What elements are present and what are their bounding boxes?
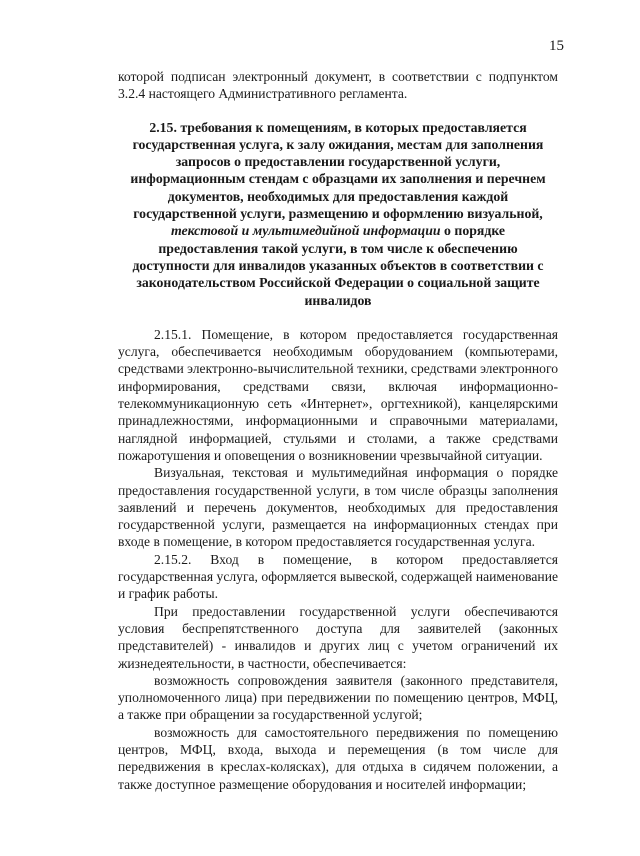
- body-paragraph: возможность для самостоятельного передвижения по помещению центров, МФЦ, входа, выхода и перемещения (в том числе для передвижения в креслах-колясках), для отдыха в сидячем положении, а также доступное размещение оборудования и носителей информации;: [118, 724, 558, 792]
- document-body: [118, 68, 558, 793]
- body-paragraph: При предоставлении государственной услуги обеспечиваются условия беспрепятственного доступа для заявителей (законных представителей) - инвалидов и других лиц с учетом ограничений их жизнедеятельности, в частности, обеспечивается:: [118, 603, 558, 671]
- page-number: 15: [549, 38, 564, 54]
- body-paragraph: 2.15.2. Вход в помещение, в котором предоставляется государственная услуга, оформляется вывеской, содержащей наименование и график работы.: [118, 551, 558, 602]
- body-paragraph: Визуальная, текстовая и мультимедийная информация о порядке предоставления государственной услуги, в том числе образцы заполнения заявлений и перечень документов, необходимых для предоставления государственной услуги, размещается на информационных стендах при входе в помещение, в котором предоставляется государственная услуга.: [118, 465, 558, 550]
- section-heading: [124, 119, 552, 309]
- section-heading-part3: о порядке предоставления такой услуги, в том числе к обеспечению доступности для инвалидов указанных объектов в соответствии с законодательством Российской Федерации о социальной защите инвалидов: [132, 223, 544, 308]
- section-heading-number: 2.15.: [149, 119, 177, 135]
- section-heading-italic: текстовой и мультимедийной информации: [170, 223, 441, 239]
- intro-paragraph: которой подписан электронный документ, в соответствии с подпунктом 3.2.4 настоящего Административного регламента.: [118, 69, 558, 102]
- body-paragraph: возможность сопровождения заявителя (законного представителя, уполномоченного лица) при передвижении по помещению центров, МФЦ, а также при обращении за государственной услугой;: [118, 672, 558, 723]
- body-paragraph: 2.15.1. Помещение, в котором предоставляется государственная услуга, обеспечивается необходимым оборудованием (компьютерами, средствами электронно-вычислительной техники, средствами электронного информирования, средствами связи, включая информационно-телекоммуникационную сеть «Интернет», оргтехникой), канцелярскими принадлежностями, информационными и справочными материалами, наглядной информацией, стульями и столами, а также средствами пожаротушения и оповещения о возникновении чрезвычайной ситуации.: [118, 326, 558, 463]
- section-heading-part1: требования к помещениям, в которых предоставляется государственная услуга, к залу ожидания, местам для заполнения запросов о предоставлении государственной услуги, информационным стендам с образцами их заполнения и перечнем документов, необходимых для предоставления каждой государственной услуги, размещению и оформлению визуальной,: [130, 119, 546, 222]
